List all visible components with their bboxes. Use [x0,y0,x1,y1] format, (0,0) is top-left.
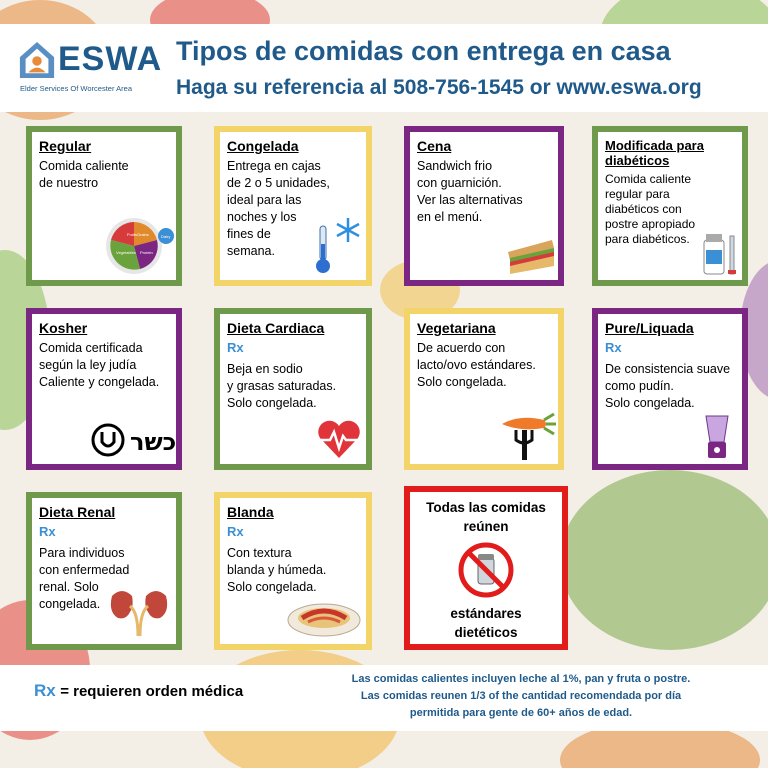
logo-subtitle: Elder Services Of Worcester Area [20,84,132,93]
plate-label: Vegetables [116,250,136,255]
card-title: Vegetariana [417,320,496,336]
card-title: Regular [39,138,92,154]
sandwich-icon [506,234,556,276]
card-cardiaca [214,308,372,470]
card-description: Con textura blanda y húmeda. Solo congelada. [227,546,327,594]
rx-badge: Rx [605,340,622,355]
myplate-icon [104,216,176,276]
card-description: Comida caliente regular para diabéticos con postre apropiado para diabéticos. [605,172,696,246]
plate-label: Fruits [127,232,137,237]
header [0,24,768,112]
card-cena [404,126,564,286]
card-congelada [214,126,372,286]
card-pure [592,308,748,470]
card-title: Dieta Renal [39,504,116,520]
no-salt-icon [458,542,514,598]
card-description: Para individuos con enfermedad renal. Solo congelada. [39,546,130,611]
rx-badge: Rx [227,340,244,355]
card-regular [26,126,182,286]
blender-icon [702,414,732,460]
card-description: Beja en sodio y grasas saturadas. Solo congelada. [227,362,337,410]
page-title: Tipos de comidas con entrega en casa [176,36,671,66]
plate-label: Protein [140,250,153,255]
kidneys-icon [108,586,170,638]
kosher-text: כשר [130,428,177,456]
card-diabeticos [592,126,748,286]
footer-note-line: Las comidas reunen 1/3 of the cantidad recomendada por día [360,690,682,702]
carrot-fork-icon [500,406,556,462]
card-title: Pure/Liquada [605,320,694,336]
card-description: De consistencia suave como pudín. Solo congelada. [605,362,731,410]
footer [0,665,768,731]
kosher-symbol-icon [90,422,180,458]
card-title: Blanda [227,504,274,520]
card-description: Comida caliente de nuestro [39,159,129,190]
insulin-icon [702,232,742,276]
rx-legend [34,681,243,701]
card-kosher [26,308,182,470]
card-title: Dieta Cardiaca [227,320,325,336]
card-description: Comida certificada según la ley judía Caliente y congelada. [39,341,160,389]
house-logo-icon [18,40,56,80]
page-subtitle: Haga su referencia al 508-756-1545 or www.eswa.org [176,76,702,99]
logo-text: ESWA [58,40,163,78]
rx-badge: Rx [39,524,56,539]
card-description: Entrega en cajas de 2 o 5 unidades, ideal para las noches y los fines de semana. [227,159,330,258]
pasta-plate-icon [286,594,362,638]
card-title: Modificada para diabéticos [605,138,704,168]
rx-legend-text: = requieren orden médica [60,683,244,700]
snowflake-thermometer-icon [316,210,364,278]
card-renal [26,492,182,650]
plate-label: Grains [137,232,149,237]
rx-legend-label: Rx [34,681,56,700]
card-vegetariana [404,308,564,470]
card-title: Cena [417,138,452,154]
standards-line1: Todas las comidas reúnen [426,500,546,534]
card-standards [404,486,568,650]
footer-note-line: Las comidas calientes incluyen leche al 1%, pan y fruta o postre. [351,673,691,685]
standards-line2: estándares dietéticos [450,606,522,640]
rx-badge: Rx [227,524,244,539]
plate-label: Dairy [161,234,171,239]
card-title: Congelada [227,138,299,154]
footer-note-line: permitida para gente de 60+ años de edad. [409,707,633,719]
footer-notes [316,671,726,722]
heart-pulse-icon [316,420,362,460]
card-description: De acuerdo con lacto/ovo estándares. Solo congelada. [417,341,536,389]
card-description: Sandwich frio con guarnición. Ver las alternativas en el menú. [417,159,523,224]
card-blanda [214,492,372,650]
card-title: Kosher [39,320,88,336]
eswa-logo[interactable] [18,38,168,108]
